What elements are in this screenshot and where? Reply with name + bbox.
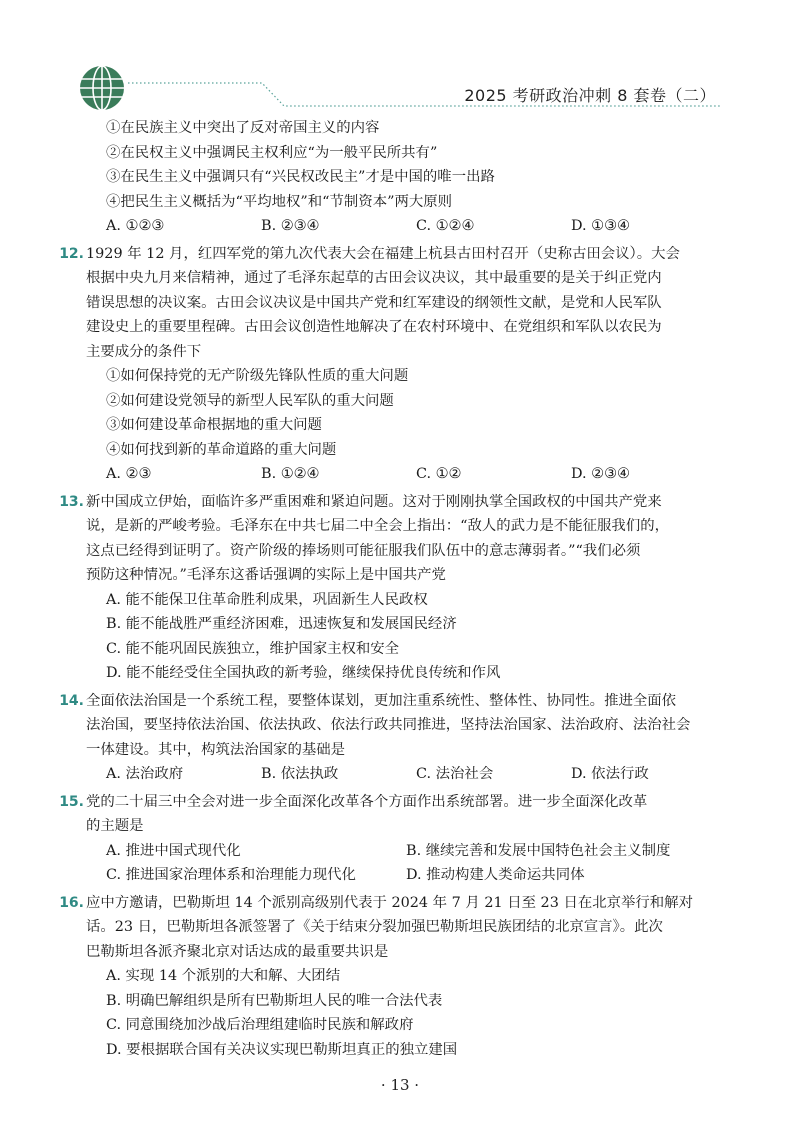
answer-options: [86, 762, 726, 787]
question-number: 12.: [59, 245, 84, 262]
question-text-line: 新中国成立伊始，面临许多严重困难和紧迫问题。这对于刚刚执掌全国政权的中国共产党来: [86, 493, 662, 510]
option-a: A. 能不能保卫住革命胜利成果，巩固新生人民政权: [106, 591, 428, 608]
option-b: B. ②③④: [261, 218, 320, 234]
option-d: D. ①③④: [571, 218, 630, 234]
question-text-line: 一体建设。其中，构筑法治国家的基础是: [86, 741, 346, 758]
option-b: B. 依法执政: [261, 766, 339, 782]
option-a: A. 实现 14 个派别的大和解、大团结: [106, 968, 341, 984]
question-15: [59, 790, 726, 888]
question-number: 14.: [59, 692, 84, 709]
question-text-line: 巴勒斯坦各派齐聚北京对话达成的最重要共识是: [86, 943, 389, 960]
question-text-line: 全面依法治国是一个系统工程，要整体谋划，更加注重系统性、整体性、协同性。推进全面依: [86, 692, 677, 709]
question-text-line: 应中方邀请，巴勒斯坦 14 个派别高级别代表于 2024 年 7 月 21 日至 23 日在北京举行和解对: [86, 894, 693, 911]
question-12: [59, 242, 726, 487]
question-number: 13.: [59, 493, 84, 510]
answer-options: [86, 214, 726, 239]
option-b: B. 明确巴解组织是所有巴勒斯坦人民的唯一合法代表: [106, 992, 443, 1009]
option-c: C. ①②④: [416, 218, 475, 234]
option-b: B. ①②④: [261, 466, 320, 482]
option-c: C. 同意围绕加沙战后治理组建临时民族和解政府: [106, 1017, 414, 1033]
statement: ④把民生主义概括为“平均地权”和“节制资本”两大原则: [106, 193, 453, 210]
statement: ②在民权主义中强调民主权利应“为一般平民所共有”: [106, 144, 438, 161]
question-text-line: 1929 年 12 月，红四军党的第九次代表大会在福建上杭县古田村召开（史称古田会议）。大会: [86, 245, 680, 262]
question-14: [59, 689, 726, 787]
option-d: D. 依法行政: [571, 766, 649, 782]
option-c: C. 推进国家治理体系和治理能力现代化: [106, 867, 356, 883]
option-d: D. ②③④: [571, 466, 630, 482]
statement: ①在民族主义中突出了反对帝国主义的内容: [106, 120, 380, 136]
option-c: C. 法治社会: [416, 766, 494, 782]
answer-options-row: [86, 863, 726, 888]
question-content: [59, 116, 726, 1062]
option-c: C. 能不能巩固民族独立，维护国家主权和安全: [106, 640, 400, 657]
question-text-line: 话。23 日，巴勒斯坦各派签署了《关于结束分裂加强巴勒斯坦民族团结的北京宣言》。此次: [86, 919, 663, 935]
option-a: A. 推进中国式现代化: [106, 842, 241, 859]
prev-question-continuation: [86, 116, 726, 239]
question-number: 16.: [59, 894, 84, 911]
statement: ①如何保持党的无产阶级先锋队性质的重大问题: [106, 368, 409, 384]
page-number: · 13 ·: [380, 1076, 420, 1094]
question-13: [59, 490, 726, 686]
question-text-line: 根据中央九月来信精神，通过了毛泽东起草的古田会议决议，其中最重要的是关于纠正党内: [86, 270, 662, 286]
page-header: [0, 0, 800, 112]
question-16: [59, 891, 726, 1063]
question-text-line: 主要成分的条件下: [86, 343, 202, 360]
question-text-line: 党的二十届三中全会对进一步全面深化改革各个方面作出系统部署。进一步全面深化改革: [86, 793, 648, 810]
option-a: A. ①②③: [106, 218, 165, 234]
question-number: 15.: [59, 793, 84, 810]
option-d: D. 能不能经受住全国执政的新考验，继续保持优良传统和作风: [106, 665, 501, 681]
option-d: D. 推动构建人类命运共同体: [406, 867, 585, 883]
statement: ③在民生主义中强调只有“兴民权改民主”才是中国的唯一出路: [106, 169, 495, 185]
option-b: B. 能不能战胜严重经济困难，迅速恢复和发展国民经济: [106, 616, 457, 632]
question-text-line: 法治国，要坚持依法治国、依法执政、依法行政共同推进，坚持法治国家、法治政府、法治社会: [86, 717, 691, 733]
statement: ②如何建设党领导的新型人民军队的重大问题: [106, 392, 394, 409]
option-a: A. 法治政府: [106, 766, 184, 782]
statement: ④如何找到新的革命道路的重大问题: [106, 441, 337, 458]
option-a: A. ②③: [106, 466, 152, 482]
option-d: D. 要根据联合国有关决议实现巴勒斯坦真正的独立建国: [106, 1041, 458, 1058]
question-text-line: 这点已经得到证明了。资产阶级的捧场则可能征服我们队伍中的意志薄弱者。”“我们必须: [86, 542, 641, 559]
question-text-line: 的主题是: [86, 818, 144, 834]
question-text-line: 预防这种情况。”毛泽东这番话强调的实际上是中国共产党: [86, 567, 446, 583]
answer-options-row: [86, 839, 726, 864]
statement: ③如何建设革命根据地的重大问题: [106, 417, 322, 433]
question-text-line: 错误思想的决议案。古田会议决议是中国共产党和红军建设的纲领性文献，是党和人民军队: [86, 294, 662, 311]
header-title: 2025 考研政治冲刺 8 套卷（二）: [464, 86, 716, 105]
answer-options: [86, 462, 726, 487]
question-text-line: 说，是新的严峻考验。毛泽东在中共七届二中全会上指出：“敌人的武力是不能征服我们的，: [86, 518, 669, 534]
option-c: C. ①②: [416, 466, 462, 482]
question-text-line: 建设史上的重要里程碑。古田会议创造性地解决了在农村环境中、在党组织和军队以农民为: [86, 319, 662, 335]
option-b: B. 继续完善和发展中国特色社会主义制度: [406, 842, 671, 859]
